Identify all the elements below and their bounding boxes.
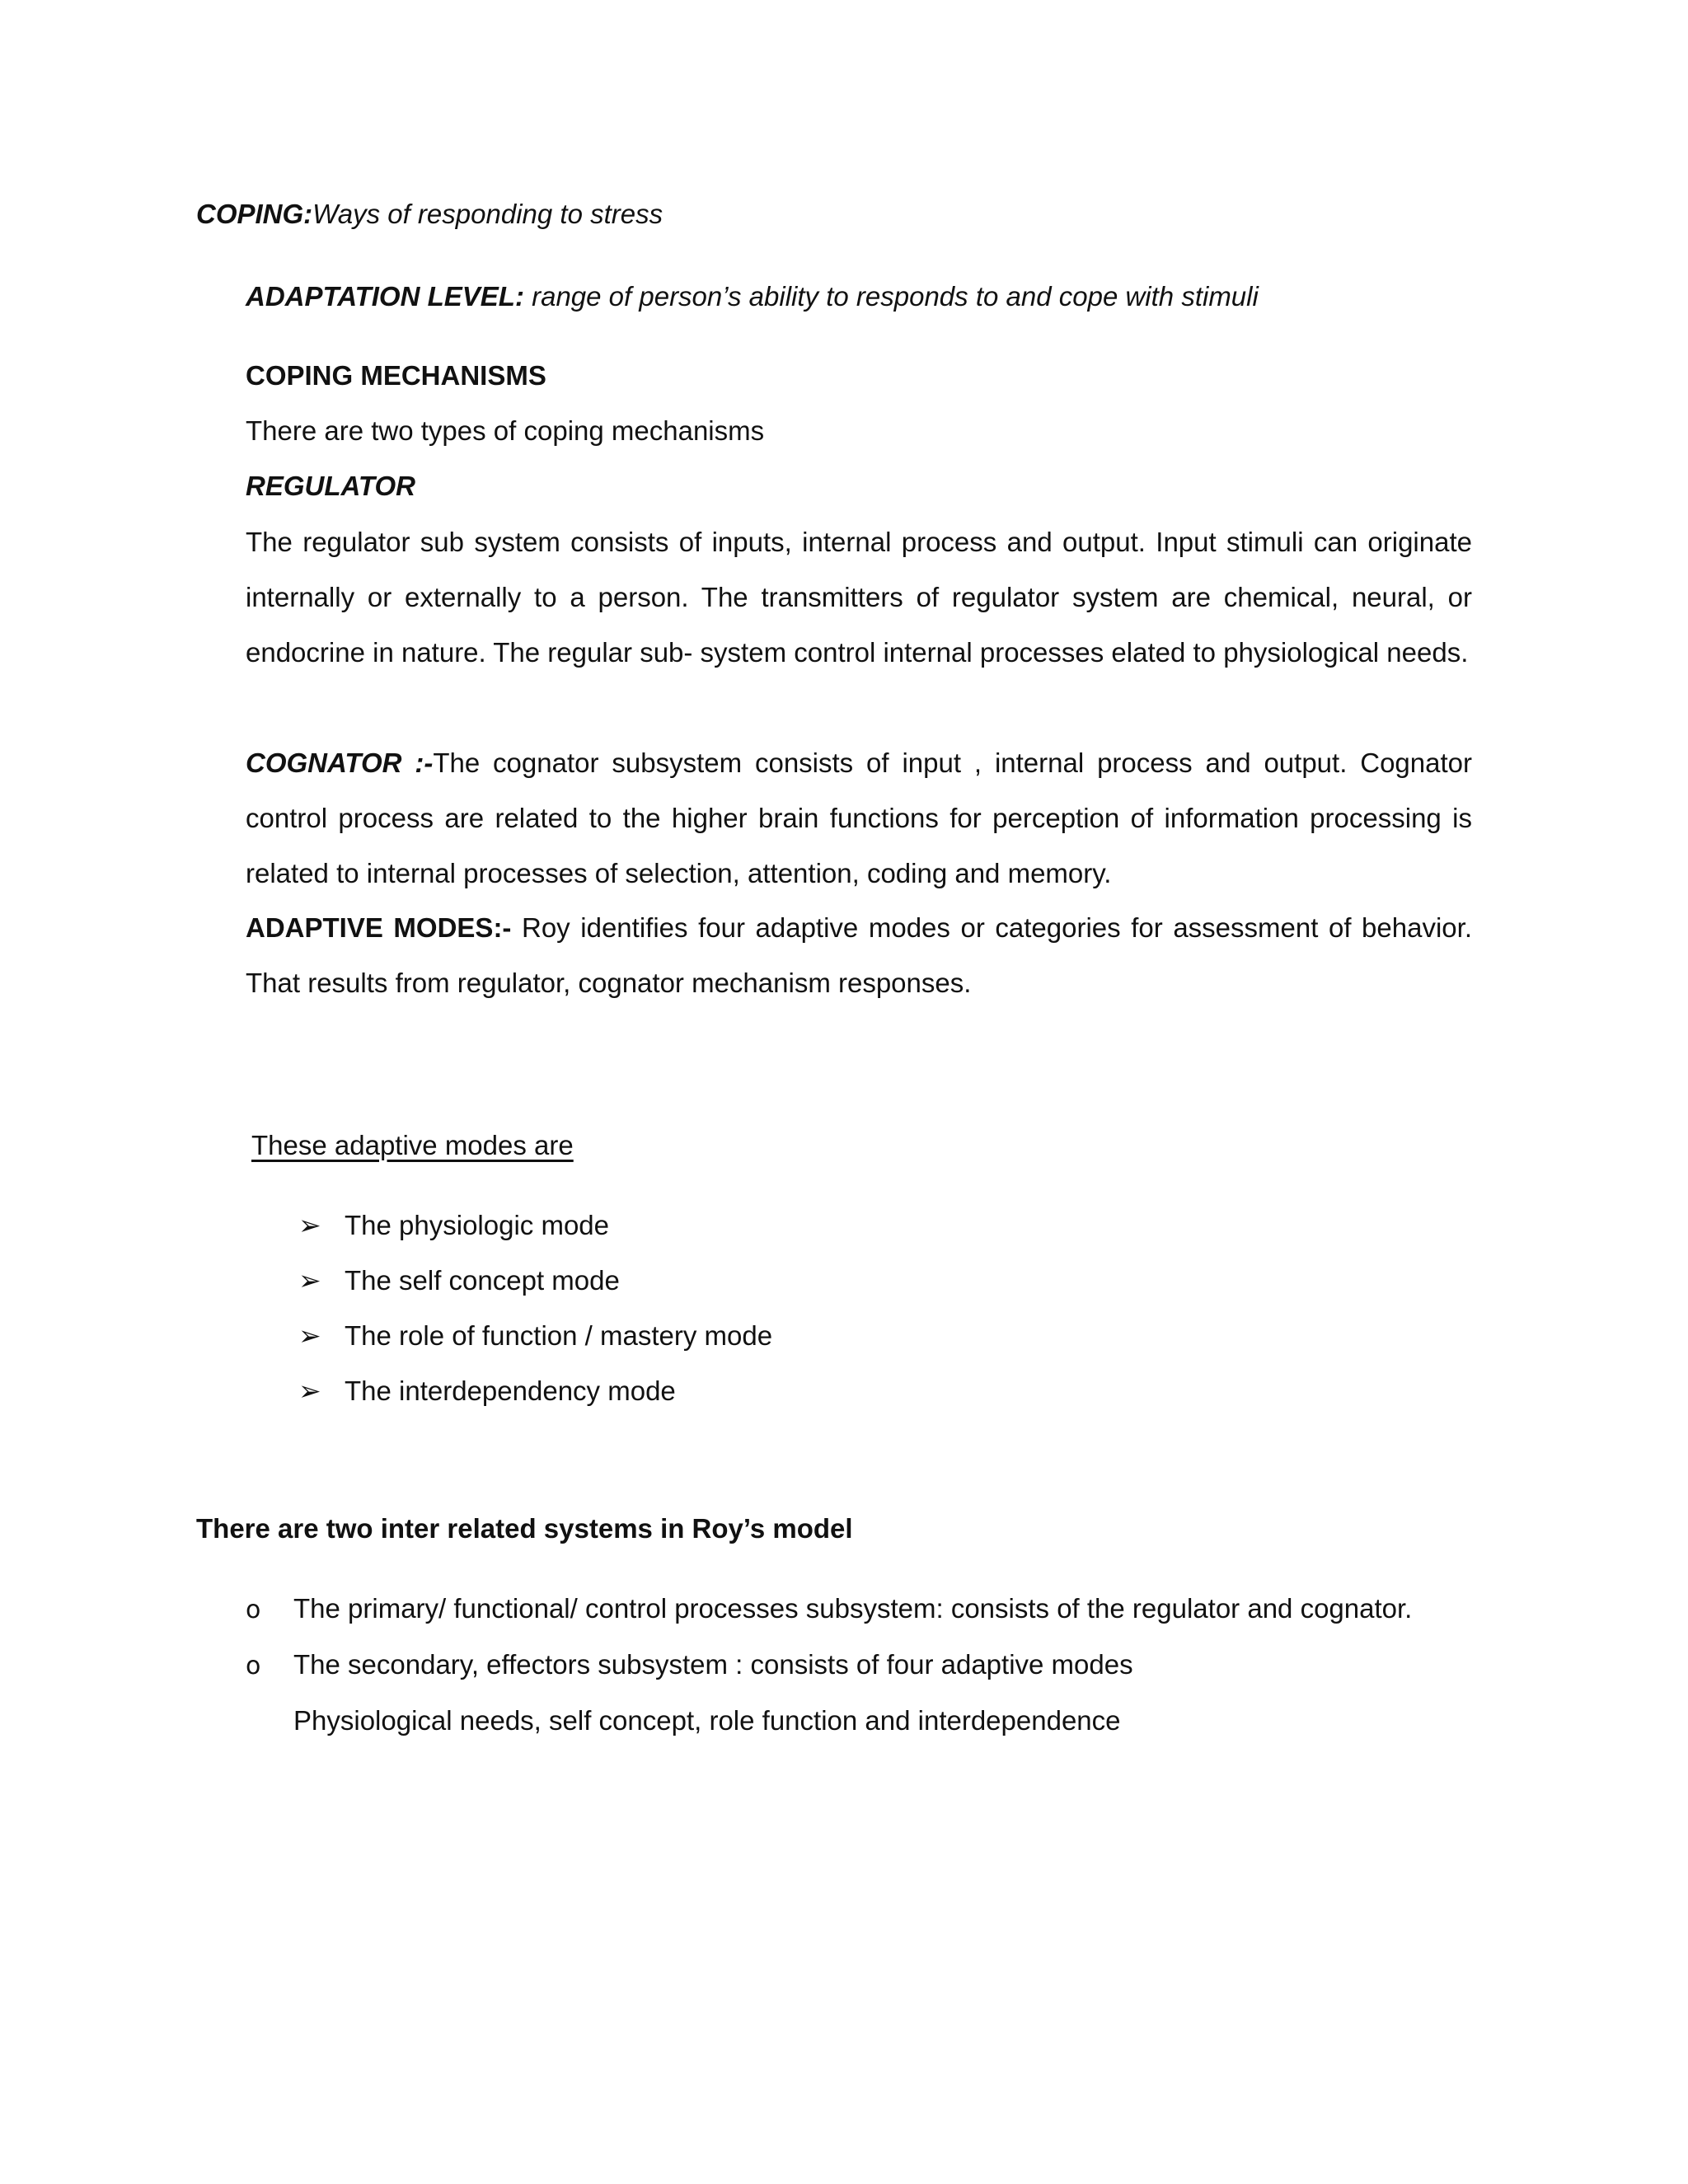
adaptation-level-text: range of person’s ability to responds to and cope with stimuli bbox=[523, 281, 1259, 312]
adaptive-mode-label: The self concept mode bbox=[345, 1265, 620, 1296]
arrow-bullet-icon: ➢ bbox=[298, 1264, 321, 1296]
list-item bbox=[298, 1209, 609, 1242]
list-item bbox=[298, 1319, 772, 1352]
adaptation-level-label: ADAPTATION LEVEL: bbox=[246, 281, 524, 312]
list-item bbox=[298, 1264, 620, 1297]
system-label: The primary/ functional/ control processes subsystem: consists of the regulator and cognator. bbox=[293, 1593, 1413, 1624]
arrow-bullet-icon: ➢ bbox=[298, 1319, 321, 1352]
list-item bbox=[246, 1648, 1133, 1683]
adaptation-level-definition bbox=[246, 280, 1259, 313]
coping-label: COPING: bbox=[196, 199, 313, 229]
coping-definition bbox=[196, 198, 663, 231]
arrow-bullet-icon: ➢ bbox=[298, 1375, 321, 1407]
coping-text: Ways of responding to stress bbox=[312, 199, 663, 229]
regulator-heading: REGULATOR bbox=[246, 471, 415, 501]
adaptive-mode-label: The interdependency mode bbox=[345, 1376, 676, 1406]
systems-heading: There are two inter related systems in Roy’s model bbox=[196, 1513, 853, 1544]
cognator-text: The cognator subsystem consists of input , internal process and output. Cognator control process are related to the higher brain functions for perception of information processing is related to internal processes of selection, attention, coding and memory. bbox=[246, 748, 1472, 888]
systems-continuation: Physiological needs, self concept, role function and interdependence bbox=[293, 1705, 1121, 1736]
cognator-label: COGNATOR :- bbox=[246, 748, 434, 778]
system-label: The secondary, effectors subsystem : consists of four adaptive modes bbox=[293, 1649, 1133, 1680]
adaptive-modes-text: Roy identifies four adaptive modes or categories for assessment of behavior. That results from regulator, cognator mechanism responses. bbox=[246, 912, 1472, 998]
adaptive-modes-paragraph bbox=[246, 900, 1472, 1010]
adaptive-modes-list-heading: These adaptive modes are bbox=[251, 1130, 574, 1160]
regulator-paragraph: The regulator sub system consists of inputs, internal process and output. Input stimuli can originate internally or externally to a person. The transmitters of regulator system are chemical, neural, or endocrine in nature. The regular sub- system control internal processes elated to physiological needs. bbox=[246, 527, 1472, 668]
coping-mechanisms-intro: There are two types of coping mechanisms bbox=[246, 415, 765, 446]
circle-bullet-icon: o bbox=[246, 1596, 261, 1624]
cognator-paragraph bbox=[246, 735, 1472, 901]
circle-bullet-icon: o bbox=[246, 1652, 261, 1680]
list-item bbox=[298, 1375, 676, 1408]
list-item bbox=[246, 1592, 1412, 1627]
coping-mechanisms-heading: COPING MECHANISMS bbox=[246, 360, 546, 391]
adaptive-mode-label: The role of function / mastery mode bbox=[345, 1320, 773, 1351]
arrow-bullet-icon: ➢ bbox=[298, 1209, 321, 1241]
adaptive-modes-label: ADAPTIVE MODES:- bbox=[246, 912, 512, 943]
adaptive-mode-label: The physiologic mode bbox=[345, 1210, 610, 1240]
